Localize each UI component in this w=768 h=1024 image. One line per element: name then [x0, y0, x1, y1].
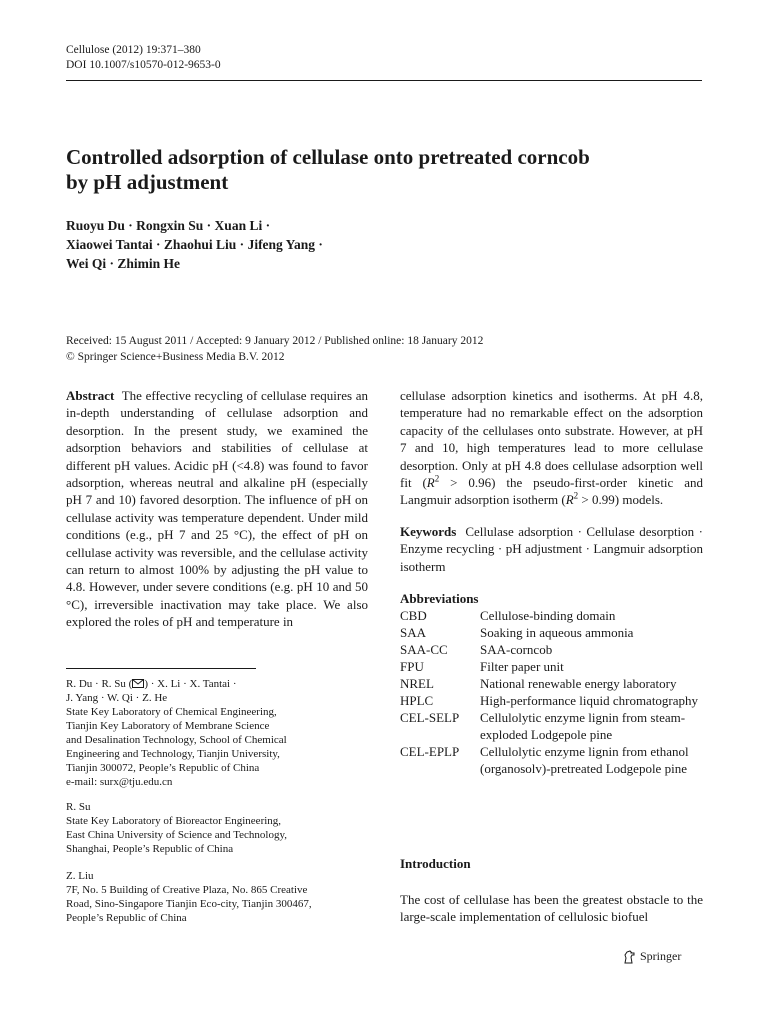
authors-line-3: Wei Qi · Zhimin He	[66, 256, 181, 271]
title-line-1: Controlled adsorption of cellulase onto pretreated corncob	[66, 145, 590, 169]
abbreviation-term: HPLC	[400, 693, 434, 709]
affiliation-block-2	[66, 800, 368, 856]
affiliation-line: State Key Laboratory of Bioreactor Engineering,	[66, 815, 282, 827]
abstract-left-column	[66, 387, 368, 631]
affiliation-line: State Key Laboratory of Chemical Engineering,	[66, 706, 277, 718]
publisher-logo	[622, 949, 681, 964]
r-symbol: R	[565, 492, 574, 508]
abbreviations-table	[400, 607, 703, 777]
abstract-text-left: The effective recycling of cellulase requires an in-depth understanding of cellulase adsorption and desorption. In the present study, we examined the adsorption behaviors and stabilities of cellulase at different pH values. Acidic pH (<4.8) was found to favor adsorption, whereas neutral and alkaline pH (especially pH 7 and 10) favored desorption. The influence of pH on cellulase activity was temperature dependent. Under mild conditions (e.g., pH 7 and 25 °C), the effect of pH on cellulase activity was reversible, and the cellulase activity can return to almost 100% by adjusting the pH value to 4.8. However, under severe conditions (e.g. pH 10 and 50 °C), irreversible inactivation may take place. We also explored the roles of pH and temperature in	[66, 388, 368, 630]
abbreviation-term: SAA-CC	[400, 642, 448, 658]
affiliation-line: Shanghai, People’s Republic of China	[66, 843, 234, 855]
abbreviation-term: CEL-SELP	[400, 710, 460, 726]
abbreviation-row	[400, 743, 703, 777]
article-title	[66, 145, 706, 195]
abbreviation-definition: High-performance liquid chromatography	[480, 693, 699, 709]
r-symbol: R	[426, 475, 435, 491]
abstract-text-right-b: > 0.96) the pseudo-first-order kinetic and Langmuir adsorption isotherm (	[400, 475, 703, 508]
affiliation-name: R. Su	[66, 801, 91, 813]
abbreviation-row	[400, 641, 703, 658]
abbreviation-term: NREL	[400, 676, 434, 692]
author-list	[66, 216, 706, 273]
springer-horse-icon	[622, 950, 636, 964]
title-line-2: by pH adjustment	[66, 170, 229, 194]
authors-line-2: Xiaowei Tantai · Zhaohui Liu · Jifeng Yang ·	[66, 237, 323, 252]
introduction-body	[400, 891, 703, 926]
affiliation-line: and Desalination Technology, School of Chemical	[66, 734, 287, 746]
affiliation-name: Z. Liu	[66, 870, 94, 882]
corresponding-email[interactable]: e-mail: surx@tju.edu.cn	[66, 776, 173, 788]
affiliation-authors	[66, 677, 368, 691]
abbreviation-definition: SAA-corncob	[480, 642, 553, 658]
keywords-paragraph	[400, 523, 703, 575]
dates-line: Received: 15 August 2011 / Accepted: 9 January 2012 / Published online: 18 January 2012	[66, 335, 484, 347]
publisher-name: Springer	[640, 949, 682, 963]
abbreviation-definition: Soaking in aqueous ammonia	[480, 625, 634, 641]
affiliation-line: Tianjin Key Laboratory of Membrane Science	[66, 720, 270, 732]
footnote-rule	[66, 668, 256, 669]
journal-header	[66, 43, 221, 73]
envelope-icon	[132, 679, 144, 688]
abstract-paragraph	[66, 387, 368, 631]
abbreviation-term: FPU	[400, 659, 424, 675]
keywords-text: Cellulase adsorption · Cellulase desorption · Enzyme recycling · pH adjustment · Langmuir adsorption isotherm	[400, 523, 703, 574]
abbreviation-definition: Cellulose-binding domain	[480, 608, 616, 624]
introduction-text: The cost of cellulase has been the greatest obstacle to the large-scale implementation of cellulosic biofuel	[400, 892, 703, 925]
authors-line-1: Ruoyu Du · Rongxin Su · Xuan Li ·	[66, 218, 271, 233]
affiliation-block-1	[66, 677, 368, 789]
publication-dates	[66, 334, 706, 365]
abstract-continued	[400, 387, 703, 509]
abbreviation-row	[400, 709, 703, 743]
abbreviation-row	[400, 692, 703, 709]
affiliation-line: People’s Republic of China	[66, 912, 187, 924]
abbreviation-row	[400, 675, 703, 692]
introduction-heading: Introduction	[400, 856, 471, 871]
abbreviation-row	[400, 658, 703, 675]
affiliation-authors-a: R. Du · R. Su (	[66, 678, 133, 690]
abbreviations-heading: Abbreviations	[400, 591, 479, 607]
copyright-line: © Springer Science+Business Media B.V. 2012	[66, 350, 285, 363]
abbreviation-definition: National renewable energy laboratory	[480, 676, 677, 692]
right-column	[400, 387, 703, 777]
affiliation-line: East China University of Science and Technology,	[66, 829, 288, 841]
abbreviation-row	[400, 607, 703, 624]
affiliation-line: 7F, No. 5 Building of Creative Plaza, No. 865 Creative	[66, 884, 308, 896]
abbreviation-term: SAA	[400, 625, 427, 641]
abstract-text-right-c: > 0.99) models.	[578, 492, 664, 508]
abstract-text-right-a: cellulase adsorption kinetics and isotherms. At pH 4.8, temperature had no remarkable effect on the adsorption capacity of the cellulases onto substrate. However, at pH 7 and 10, high temperatures lead to more cellulase desorption. Only at pH 4.8 does cellulase adsorption well fit (	[400, 388, 703, 491]
abbreviation-definition: Filter paper unit	[480, 659, 564, 675]
keywords-heading: Keywords	[400, 523, 457, 539]
abbreviation-row	[400, 624, 703, 641]
abbreviation-term: CBD	[400, 608, 427, 624]
superscript: 2	[573, 491, 579, 502]
affiliation-line: Engineering and Technology, Tianjin University,	[66, 748, 280, 760]
journal-citation: Cellulose (2012) 19:371–380	[66, 44, 201, 56]
abbreviation-definition: Cellulolytic enzyme lignin from ethanol (organosolv)-pretreated Lodgepole pine	[480, 744, 689, 777]
affiliation-block-3	[66, 869, 368, 925]
abbreviation-term: CEL-EPLP	[400, 744, 460, 760]
affiliation-line: Road, Sino-Singapore Tianjin Eco-city, Tianjin 300467,	[66, 898, 312, 910]
journal-doi: DOI 10.1007/s10570-012-9653-0	[66, 59, 221, 71]
affiliation-line: Tianjin 300072, People’s Republic of China	[66, 762, 260, 774]
header-rule	[66, 80, 702, 81]
superscript: 2	[434, 473, 440, 484]
abbreviation-definition: Cellulolytic enzyme lignin from steam-exploded Lodgepole pine	[480, 710, 686, 743]
affiliation-authors-b: ) · X. Li · X. Tantai ·	[144, 678, 237, 690]
affiliation-authors-line-2: J. Yang · W. Qi · Z. He	[66, 692, 168, 704]
abstract-heading: Abstract	[66, 388, 115, 403]
